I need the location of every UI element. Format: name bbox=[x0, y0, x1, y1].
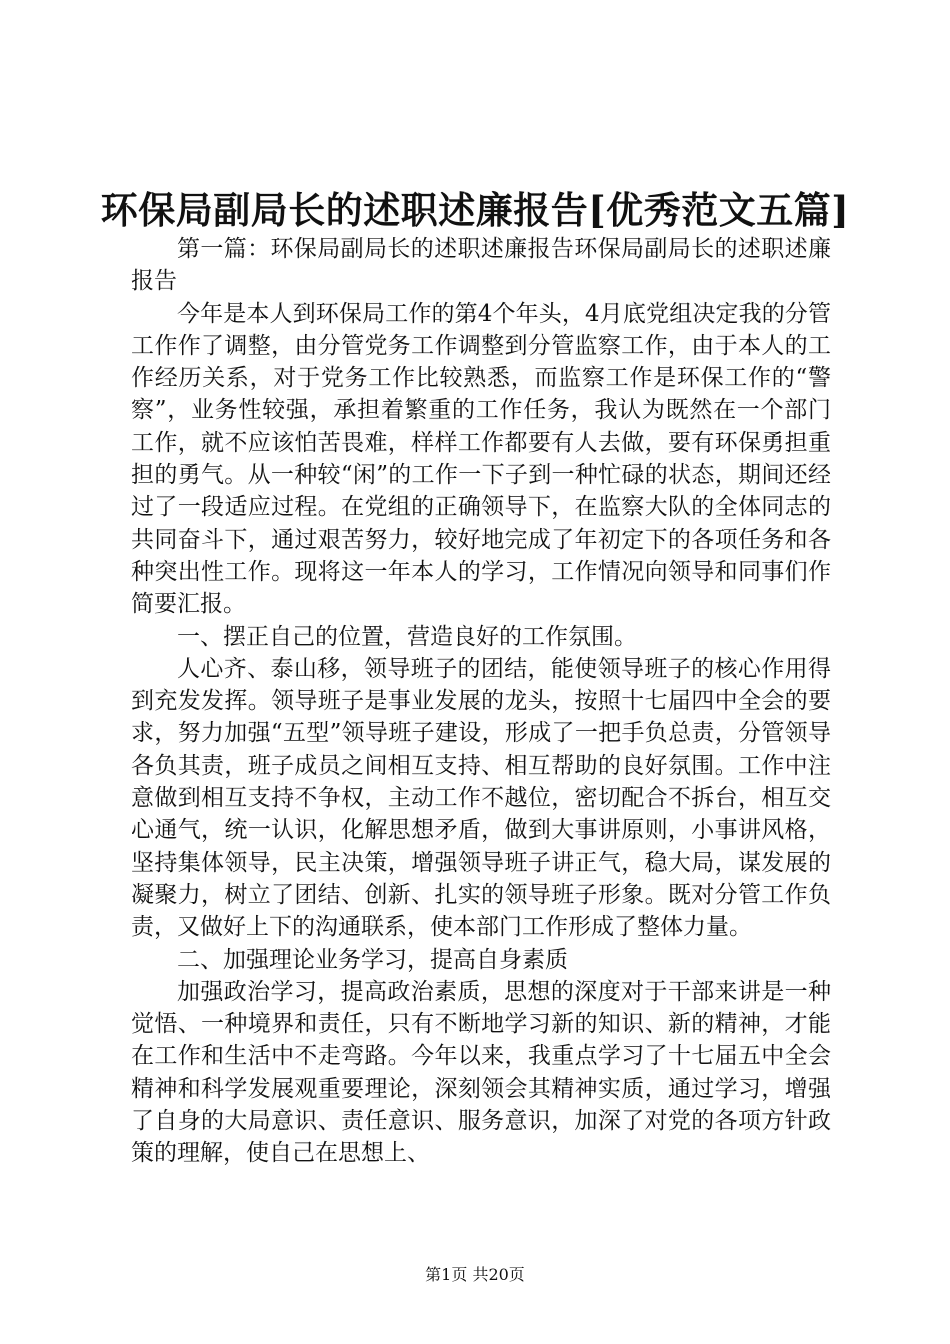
paragraph-2: 今年是本人到环保局工作的第4个年头，4月底党组决定我的分管工作作了调整，由分管党务工作调整到分管监察工作，由于本人的工作经历关系，对于党务工作比较熟悉，而监察工作是环保工作的“警察”，业务性较强，承担着繁重的工作任务，我认为既然在一个部门工作，就不应该怕苦畏难，样样工作都要有人去做，要有环保勇担重担的勇气。从一种较“闲”的工作一下子到一种忙碌的状态，期间还经过了一段适应过程。在党组的正确领导下，在监察大队的全体同志的共同奋斗下，通过艰苦努力，较好地完成了年初定下的各项任务和各种突出性工作。现将这一年本人的学习，工作情况向领导和同事们作简要汇报。 bbox=[131, 300, 831, 618]
page-number-footer: 第1页 共20页 bbox=[425, 1265, 525, 1284]
paragraph-4: 人心齐、泰山移，领导班子的团结，能使领导班子的核心作用得到充发发挥。领导班子是事业发展的龙头，按照十七届四中全会的要求，努力加强“五型”领导班子建设，形成了一把手负总责，分管领导各负其责，班子成员之间相互支持、相互帮助的良好氛围。工作中注意做到相互支持不争权，主动工作不越位，密切配合不拆台，相互交心通气，统一认识，化解思想矛盾，做到大事讲原则，小事讲风格，坚持集体领导，民主决策，增强领导班子讲正气，稳大局，谋发展的凝聚力，树立了团结、创新、扎实的领导班子形象。既对分管工作负责，又做好上下的沟通联系，使本部门工作形成了整体力量。 bbox=[131, 655, 831, 941]
document-title: 环保局副局长的述职述廉报告[优秀范文五篇] bbox=[100, 188, 850, 232]
paragraph-3: 一、摆正自己的位置，营造良好的工作氛围。 bbox=[177, 623, 637, 650]
document-body bbox=[131, 233, 831, 1170]
paragraph-6: 加强政治学习，提高政治素质，思想的深度对于干部来讲是一种觉悟、一种境界和责任，只有不断地学习新的知识、新的精神，才能在工作和生活中不走弯路。今年以来，我重点学习了十七届五中全会精神和科学发展观重要理论，深刻领会其精神实质，通过学习，增强了自身的大局意识、责任意识、服务意识，加深了对党的各项方针政策的理解，使自己在思想上、 bbox=[131, 978, 831, 1167]
paragraph-5: 二、加强理论业务学习，提高自身素质 bbox=[177, 946, 568, 973]
paragraph-1: 第一篇：环保局副局长的述职述廉报告环保局副局长的述职述廉报告 bbox=[131, 236, 831, 295]
